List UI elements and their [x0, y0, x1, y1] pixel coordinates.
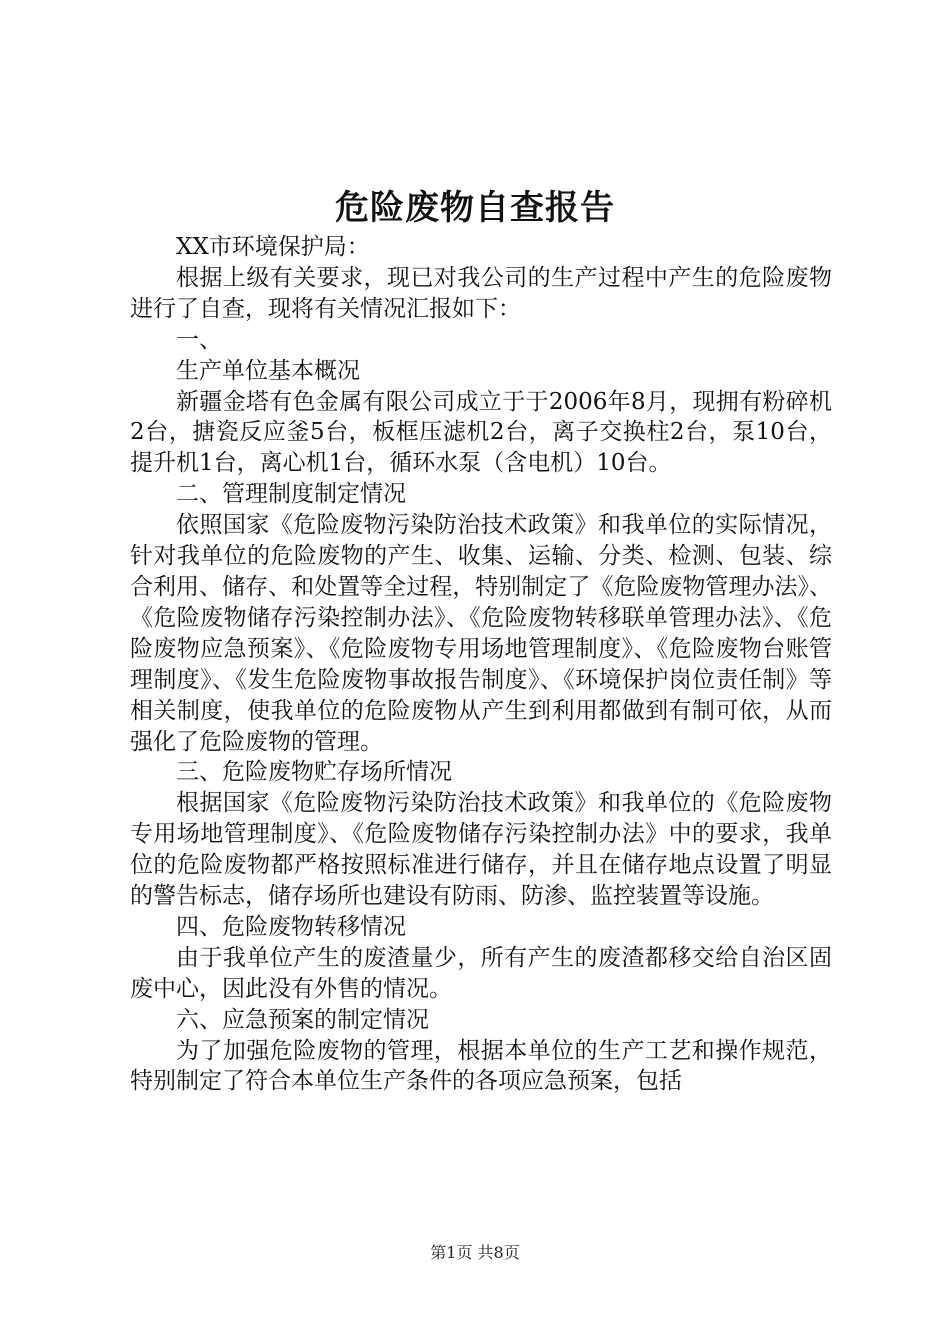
section-heading: 四、危险废物转移情况 [176, 913, 406, 940]
section-heading: 三、危险废物贮存场所情况 [176, 759, 452, 786]
section-heading: 六、应急预案的制定情况 [176, 1006, 429, 1033]
document-title: 危险废物自查报告 [335, 188, 615, 228]
body-paragraph: 根据国家《危险废物污染防治技术政策》和我单位的《危险废物专用场地管理制度》、《危险废物储存污染控制办法》中的要求，我单位的危险废物都严格按照标准进行储存，并且在储存地点设置了明显的警告标志，储存场所也建设有防雨、防渗、监控装置等设施。 [130, 790, 832, 910]
intro-paragraph: 根据上级有关要求，现已对我公司的生产过程中产生的危险废物进行了自查，现将有关情况汇报如下： [130, 264, 832, 322]
document-body [130, 232, 832, 1097]
body-paragraph: 由于我单位产生的废渣量少，所有产生的废渣都移交给自治区固废中心，因此没有外售的情况。 [130, 944, 832, 1002]
body-paragraph: 为了加强危险废物的管理，根据本单位的生产工艺和操作规范，特别制定了符合本单位生产条件的各项应急预案，包括 [130, 1037, 832, 1095]
body-paragraph: 新疆金塔有色金属有限公司成立于于2006年8月，现拥有粉碎机2台，搪瓷反应釜5台，板框压滤机2台，离子交换柱2台，泵10台，提升机1台，离心机1台，循环水泵（含电机）10台。 [130, 388, 832, 477]
page-footer: 第1页 共8页 [430, 1243, 520, 1262]
section-number: 一、 [176, 326, 222, 353]
section-heading: 生产单位基本概况 [176, 357, 360, 384]
body-paragraph: 依照国家《危险废物污染防治技术政策》和我单位的实际情况，针对我单位的危险废物的产生、收集、运输、分类、检测、包装、综合利用、储存、和处置等全过程，特别制定了《危险废物管理办法》、《危险废物储存污染控制办法》、《危险废物转移联单管理办法》、《危险废物应急预案》、《危险废物专用场地管理制度》、《危险废物台账管理制度》、《发生危险废物事故报告制度》、《环境保护岗位责任制》等相关制度，使我单位的危险废物从产生到利用都做到有制可依，从而强化了危险废物的管理。 [130, 512, 832, 755]
section-heading: 二、管理制度制定情况 [176, 481, 406, 508]
salutation: XX市环境保护局： [176, 234, 370, 260]
